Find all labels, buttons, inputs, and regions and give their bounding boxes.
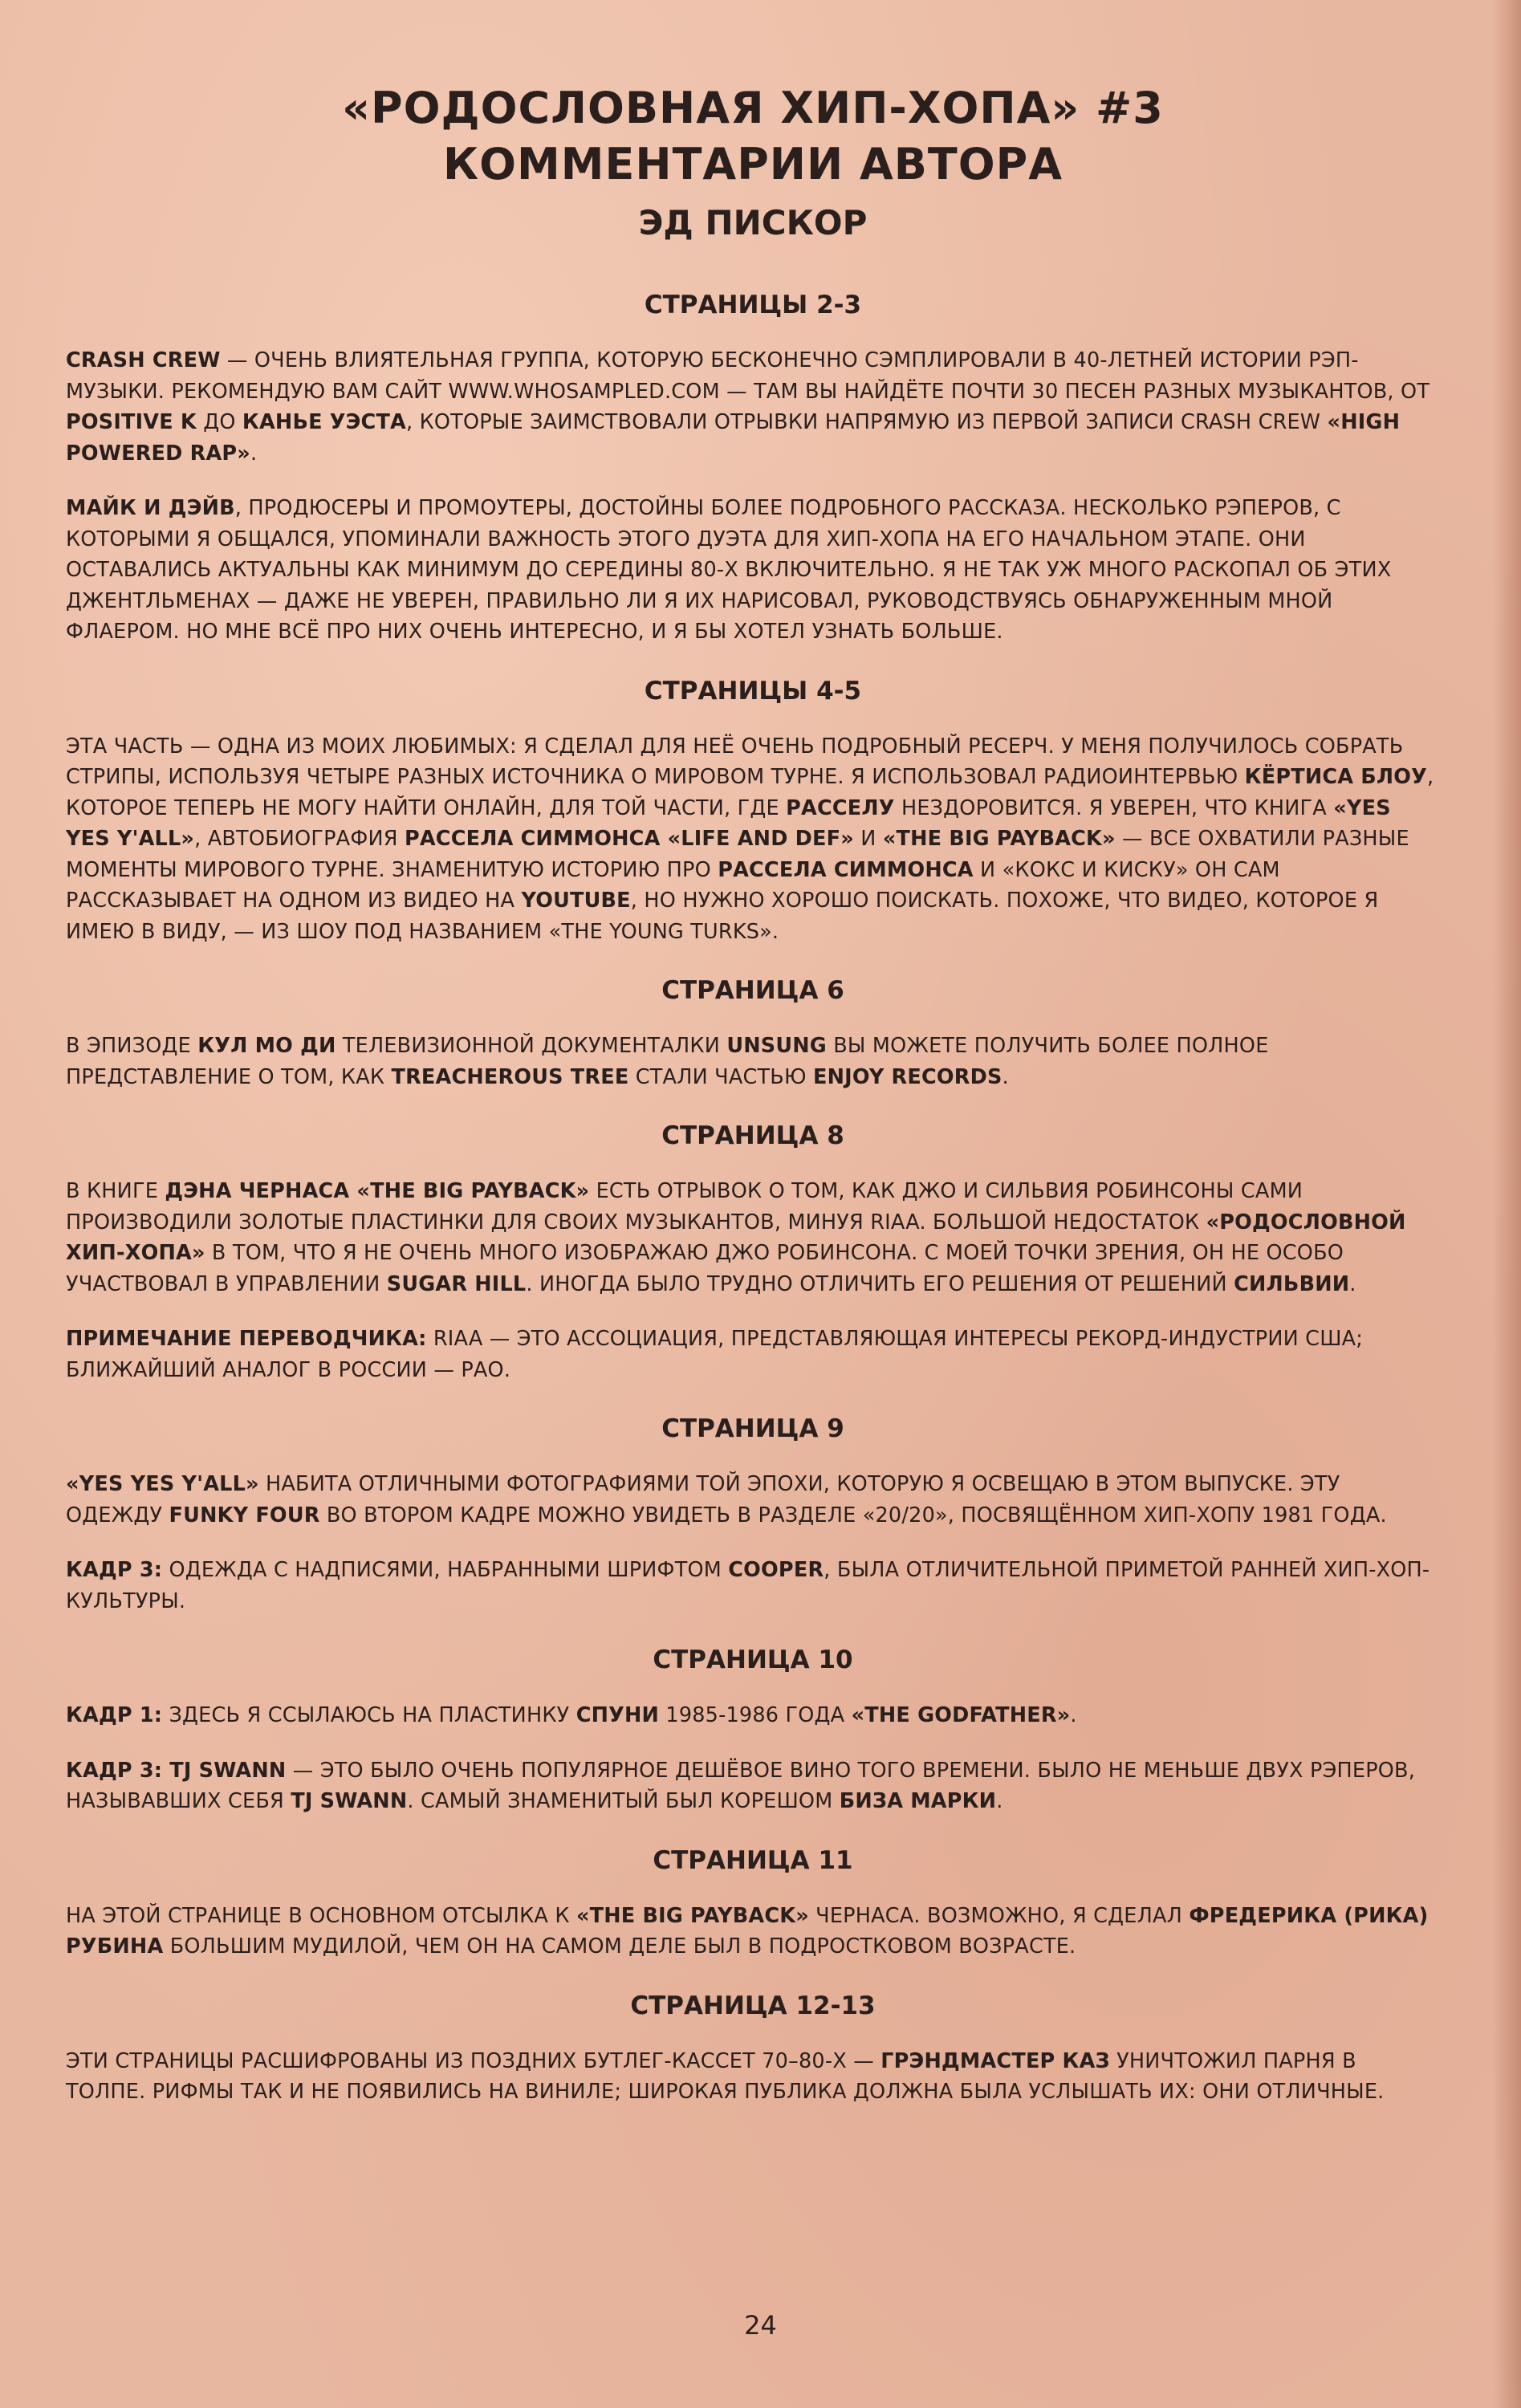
bold-text: ДЭНА ЧЕРНАСА «THE BIG PAYBACK» — [165, 1179, 590, 1203]
text-run: , БЫЛА ОТЛИЧИТЕЛЬНОЙ ПРИМЕТОЙ РАННЕЙ ХИП-ХОП-КУЛЬТУРЫ. — [66, 1558, 1430, 1613]
bold-text: КАДР 1: — [66, 1703, 163, 1727]
text-run: УНИЧТОЖИЛ ПАРНЯ В ТОЛПЕ. РИФМЫ ТАК И НЕ ПОЯВИЛИСЬ НА ВИНИЛЕ; ШИРОКАЯ ПУБЛИКА ДОЛЖНА БЫЛА УСЛЫШАТЬ ИХ: ОНИ ОТЛИЧНЫЕ. — [66, 2048, 1385, 2104]
bold-text: «THE BIG PAYBACK» — [576, 1903, 809, 1928]
bold-text: ФРЕДЕРИКА (РИКА) РУБИНА — [66, 1903, 1429, 1959]
bold-text: КАДР 3: — [66, 1558, 163, 1582]
section-heading: СТРАНИЦЫ 2-3 — [644, 291, 862, 319]
page-number: 24 — [744, 2310, 777, 2341]
section-heading: СТРАНИЦА 8 — [661, 1121, 844, 1150]
text-run: , НО НУЖНО ХОРОШО ПОИСКАТЬ. ПОХОЖЕ, ЧТО ВИДЕО, КОТОРОЕ Я ИМЕЮ В ВИДУ, — ИЗ ШОУ ПОД НАЗВАНИЕМ «THE YOUNG TURKS». — [66, 889, 1379, 944]
text-run: — ВСЕ ОХВАТИЛИ РАЗНЫЕ МОМЕНТЫ МИРОВОГО ТУРНЕ. ЗНАМЕНИТУЮ ИСТОРИЮ ПРО — [66, 827, 1409, 882]
bold-text: SUGAR HILL — [386, 1271, 527, 1296]
text-run: . — [1002, 1064, 1009, 1089]
bold-text: КАНЬЕ УЭСТА — [242, 410, 406, 434]
paragraph — [66, 345, 1440, 469]
bold-text: YOUTUBE — [521, 889, 631, 913]
bold-text: СПУНИ — [575, 1703, 660, 1727]
text-run: , АВТОБИОГРАФИЯ — [194, 827, 405, 851]
paragraph — [66, 1176, 1440, 1300]
text-run: ЭТИ СТРАНИЦЫ РАСШИФРОВАНЫ ИЗ ПОЗДНИХ БУТЛЕГ-КАССЕТ 70–80-Х — — [66, 2048, 881, 2073]
bold-text: СИЛЬВИИ — [1234, 1271, 1350, 1296]
bold-text: РАССЕЛА СИММОНСА — [718, 857, 974, 882]
bold-text: «HIGH POWERED RAP» — [66, 410, 1401, 466]
paragraph — [66, 1031, 1440, 1092]
author-name: ЭД ПИСКОР — [638, 203, 868, 242]
text-run: НА ЭТОЙ СТРАНИЦЕ В ОСНОВНОМ ОТСЫЛКА К — [66, 1903, 576, 1928]
page-edge — [1492, 0, 1521, 2408]
text-run: НЕЗДОРОВИТСЯ. Я УВЕРЕН, ЧТО КНИГА — [894, 795, 1334, 820]
paragraph — [66, 731, 1440, 948]
text-run: ОДЕЖДА С НАДПИСЯМИ, НАБРАННЫМИ ШРИФТОМ — [162, 1558, 729, 1582]
text-run: ЗДЕСЬ Я ССЫЛАЮСЬ НА ПЛАСТИНКУ — [162, 1703, 576, 1727]
bold-text: ENJOY RECORDS — [813, 1064, 1002, 1089]
text-run: . — [1070, 1703, 1077, 1727]
section-heading: СТРАНИЦА 10 — [653, 1645, 853, 1674]
bold-text: ГРЭНДМАСТЕР КАЗ — [880, 2048, 1110, 2073]
bold-text: UNSUNG — [726, 1034, 827, 1058]
paragraph — [66, 1700, 1440, 1731]
bold-text: РАССЕЛА СИММОНСА «LIFE AND DEF» — [404, 827, 854, 851]
paragraph — [66, 1901, 1440, 1963]
paragraph — [66, 1324, 1440, 1385]
section-heading: СТРАНИЦЫ 4-5 — [644, 676, 862, 706]
text-run: В КНИГЕ — [66, 1179, 165, 1203]
bold-text: «THE GODFATHER» — [851, 1703, 1071, 1727]
bold-text: КЁРТИСА БЛОУ — [1244, 765, 1428, 789]
page-title — [66, 80, 1440, 193]
text-run: , КОТОРЫЕ ЗАИМСТВОВАЛИ ОТРЫВКИ НАПРЯМУЮ ИЗ ПЕРВОЙ ЗАПИСИ CRASH CREW — [406, 410, 1328, 434]
bold-text: POSITIVE K — [66, 410, 197, 434]
text-run: . — [996, 1789, 1003, 1813]
title-line-1: «РОДОСЛОВНАЯ ХИП-ХОПА» #3 — [342, 83, 1164, 133]
bold-text: «THE BIG PAYBACK» — [882, 827, 1116, 851]
text-run: ЕСТЬ ОТРЫВОК О ТОМ, КАК ДЖО И СИЛЬВИЯ РОБИНСОНЫ САМИ ПРОИЗВОДИЛИ ЗОЛОТЫЕ ПЛАСТИНКИ ДЛЯ СВОИХ МУЗЫКАНТОВ, МИНУЯ RIAA. БОЛЬШОЙ НЕДОСТАТОК — [66, 1179, 1303, 1235]
section-heading: СТРАНИЦА 6 — [661, 976, 844, 1005]
bold-text: БИЗА МАРКИ — [839, 1789, 997, 1813]
text-run: В ЭПИЗОДЕ — [66, 1034, 198, 1058]
bold-text: КУЛ МО ДИ — [197, 1034, 336, 1058]
text-run: — ЭТО БЫЛО ОЧЕНЬ ПОПУЛЯРНОЕ ДЕШЁВОЕ ВИНО ТОГО ВРЕМЕНИ. БЫЛО НЕ МЕНЬШЕ ДВУХ РЭПЕРОВ, НАЗЫВАВШИХ СЕБЯ — [66, 1758, 1416, 1813]
text-run: — ОЧЕНЬ ВЛИЯТЕЛЬНАЯ ГРУППА, КОТОРУЮ БЕСКОНЕЧНО СЭМПЛИРОВАЛИ В 40-ЛЕТНЕЙ ИСТОРИИ РЭП-МУЗЫКИ. РЕКОМЕНДУЮ ВАМ САЙТ WWW.WHOSAMPLED.COM — ТАМ ВЫ НАЙДЁТЕ ПОЧТИ 30 ПЕСЕН РАЗНЫХ МУЗЫКАНТОВ, ОТ — [66, 348, 1430, 404]
text-run: ЭТА ЧАСТЬ — ОДНА ИЗ МОИХ ЛЮБИМЫХ: Я СДЕЛАЛ ДЛЯ НЕЁ ОЧЕНЬ ПОДРОБНЫЙ РЕСЕРЧ. У МЕНЯ ПОЛУЧИЛОСЬ СОБРАТЬ СТРИПЫ, ИСПОЛЬЗУЯ ЧЕТЫРЕ РАЗНЫХ ИСТОЧНИКА О МИРОВОМ ТУРНЕ. Я ИСПОЛЬЗОВАЛ РАДИОИНТЕРВЬЮ — [66, 734, 1404, 789]
text-run: НАБИТА ОТЛИЧНЫМИ ФОТОГРАФИЯМИ ТОЙ ЭПОХИ, КОТОРУЮ Я ОСВЕЩАЮ В ЭТОМ ВЫПУСКЕ. ЭТУ ОДЕЖДУ — [66, 1472, 1340, 1527]
text-run: . — [250, 441, 258, 466]
text-run: В ТОМ, ЧТО Я НЕ ОЧЕНЬ МНОГО ИЗОБРАЖАЮ ДЖО РОБИНСОНА. С МОЕЙ ТОЧКИ ЗРЕНИЯ, ОН НЕ ОСОБО УЧАСТВОВАЛ В УПРАВЛЕНИИ — [66, 1241, 1344, 1296]
article — [66, 80, 1440, 2132]
text-run: БОЛЬШИМ МУДИЛОЙ, ЧЕМ ОН НА САМОМ ДЕЛЕ БЫЛ В ПОДРОСТКОВОМ ВОЗРАСТЕ. — [163, 1934, 1076, 1959]
bold-text: ПРИМЕЧАНИЕ ПЕРЕВОДЧИКА: — [66, 1327, 427, 1351]
paragraph — [66, 1555, 1440, 1617]
paragraph — [66, 1469, 1440, 1531]
title-line-2: КОММЕНТАРИИ АВТОРА — [442, 139, 1063, 189]
bold-text: «YES YES Y'ALL» — [66, 1472, 259, 1496]
paragraph — [66, 2046, 1440, 2108]
bold-text: COOPER — [728, 1558, 824, 1582]
bold-text: РАССЕЛУ — [786, 795, 895, 820]
text-run: ТЕЛЕВИЗИОННОЙ ДОКУМЕНТАЛКИ — [336, 1034, 727, 1058]
text-run: . — [1349, 1271, 1356, 1296]
text-run: , КОТОРОЕ ТЕПЕРЬ НЕ МОГУ НАЙТИ ОНЛАЙН, ДЛЯ ТОЙ ЧАСТИ, ГДЕ — [66, 765, 1434, 820]
text-run: 1985-1986 ГОДА — [659, 1703, 852, 1727]
text-run: ДО — [196, 410, 242, 434]
text-run: . ИНОГДА БЫЛО ТРУДНО ОТЛИЧИТЬ ЕГО РЕШЕНИЯ ОТ РЕШЕНИЙ — [526, 1271, 1234, 1296]
bold-text: FUNKY FOUR — [169, 1503, 320, 1527]
section-heading: СТРАНИЦА 12-13 — [630, 1991, 876, 2020]
bold-text: TREACHEROUS TREE — [391, 1064, 629, 1089]
bold-text: МАЙК И ДЭЙВ — [66, 496, 235, 520]
text-run: ЧЕРНАСА. ВОЗМОЖНО, Я СДЕЛАЛ — [808, 1903, 1190, 1928]
bold-text: «РОДОСЛОВНОЙ ХИП-ХОПА» — [66, 1210, 1406, 1265]
section-heading: СТРАНИЦА 11 — [653, 1845, 853, 1875]
text-run: ВЫ МОЖЕТЕ ПОЛУЧИТЬ БОЛЕЕ ПОЛНОЕ ПРЕДСТАВЛЕНИЕ О ТОМ, КАК — [66, 1034, 1269, 1089]
text-run: И «КОКС И КИСКУ» ОН САМ РАССКАЗЫВАЕТ НА ОДНОМ ИЗ ВИДЕО НА — [66, 857, 1280, 913]
text-run: , ПРОДЮСЕРЫ И ПРОМОУТЕРЫ, ДОСТОЙНЫ БОЛЕЕ ПОДРОБНОГО РАССКАЗА. НЕСКОЛЬКО РЭПЕРОВ, С КОТОРЫМИ Я ОБЩАЛСЯ, УПОМИНАЛИ ВАЖНОСТЬ ЭТОГО ДУЭТА ДЛЯ ХИП-ХОПА НА ЕГО НАЧАЛЬНОМ ЭТАПЕ. ОНИ ОСТАВАЛИСЬ АКТУАЛЬНЫ КАК МИНИМУМ ДО СЕРЕДИНЫ 80-Х ВКЛЮЧИТЕЛЬНО. Я НЕ ТАК УЖ МНОГО РАСКОПАЛ ОБ ЭТИХ ДЖЕНТЛЬМЕНАХ — ДАЖЕ НЕ УВЕРЕН, ПРАВИЛЬНО ЛИ Я ИХ НАРИСОВАЛ, РУКОВОДСТВУЯСЬ ОБНАРУЖЕННЫМ МНОЙ ФЛАЕРОМ. НО МНЕ ВСЁ ПРО НИХ ОЧЕНЬ ИНТЕРЕСНО, И Я БЫ ХОТЕЛ УЗНАТЬ БОЛЬШЕ. — [66, 496, 1392, 644]
text-run: СТАЛИ ЧАСТЬЮ — [628, 1064, 813, 1089]
sections-container — [66, 289, 1440, 2108]
section-heading: СТРАНИЦА 9 — [661, 1414, 844, 1443]
text-run: ВО ВТОРОМ КАДРЕ МОЖНО УВИДЕТЬ В РАЗДЕЛЕ «20/20», ПОСВЯЩЁННОМ ХИП-ХОПУ 1981 ГОДА. — [319, 1503, 1387, 1527]
paragraph — [66, 493, 1440, 648]
paragraph — [66, 1755, 1440, 1817]
text-run: . САМЫЙ ЗНАМЕНИТЫЙ БЫЛ КОРЕШОМ — [407, 1789, 840, 1813]
bold-text: КАДР 3: TJ SWANN — [66, 1758, 287, 1783]
text-run: RIAA — ЭТО АССОЦИАЦИЯ, ПРЕДСТАВЛЯЮЩАЯ ИНТЕРЕСЫ РЕКОРД-ИНДУСТРИИ США; БЛИЖАЙШИЙ АНАЛОГ В РОССИИ — РАО. — [66, 1327, 1364, 1382]
bold-text: TJ SWANN — [291, 1789, 408, 1813]
text-run: И — [853, 827, 883, 851]
bold-text: CRASH CREW — [66, 348, 221, 372]
bold-text: «YES YES Y'ALL» — [66, 795, 1391, 851]
